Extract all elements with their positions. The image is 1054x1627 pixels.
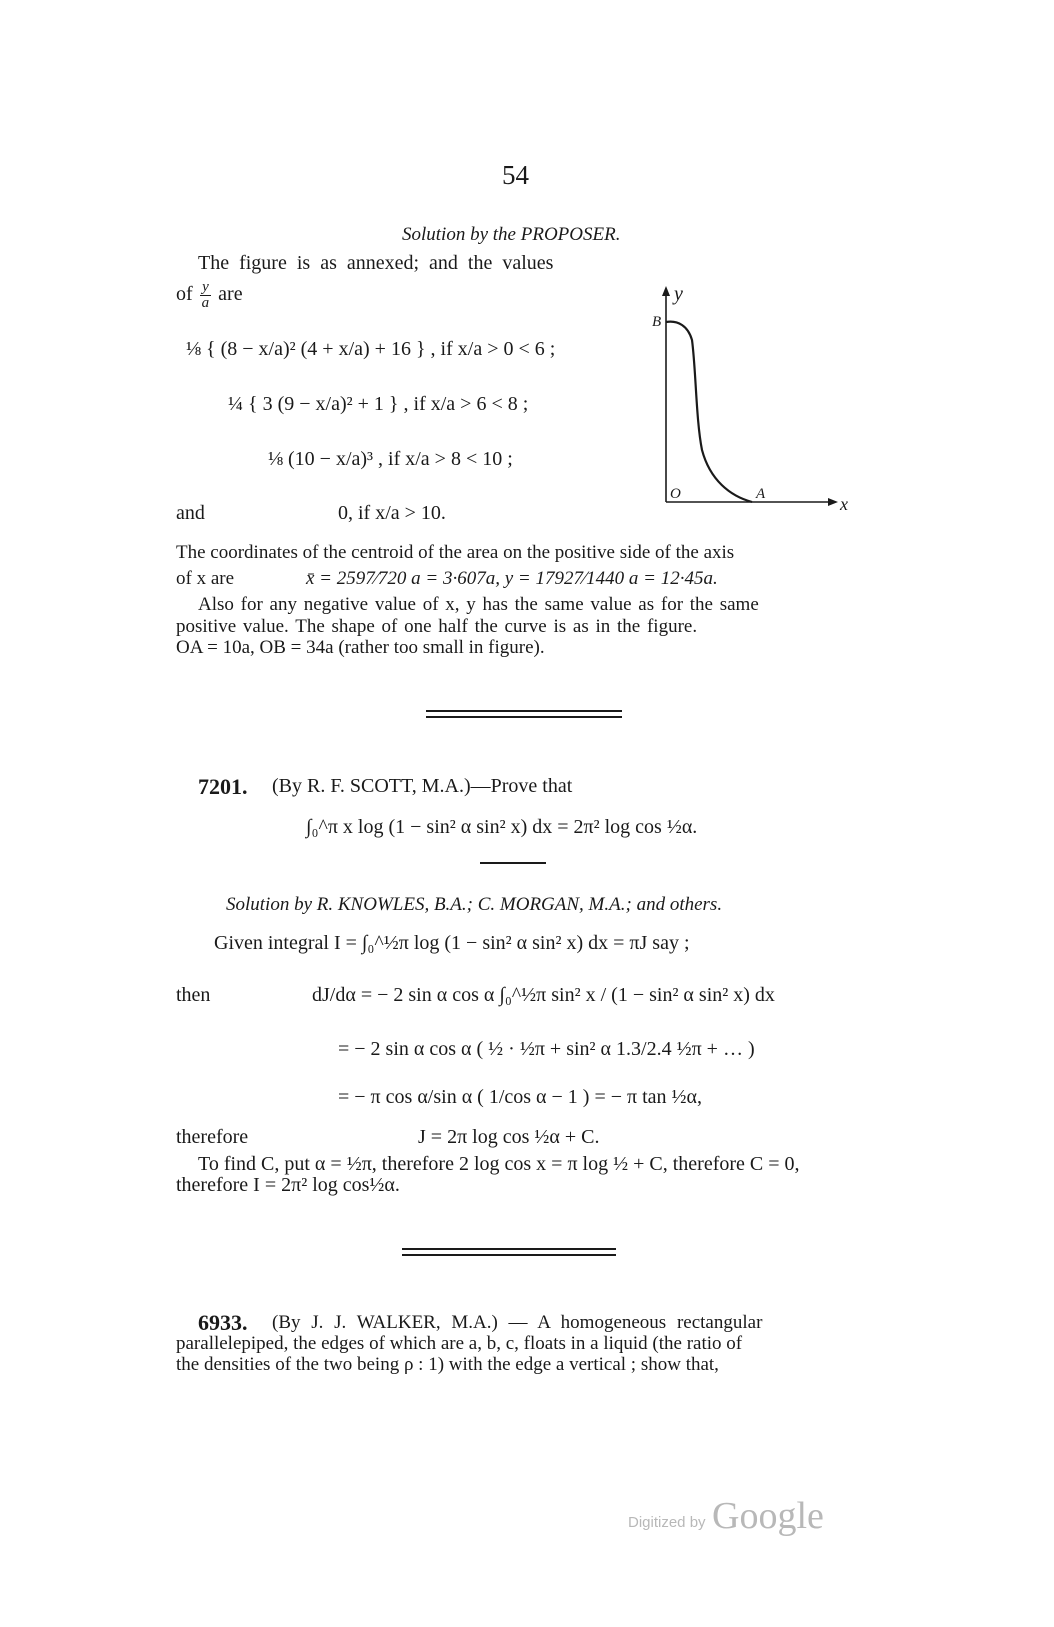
section-divider-2b [402,1254,616,1256]
curve-figure [650,280,860,520]
short-divider [480,862,546,864]
negative-para-2: positive value. The shape of one half the curve is as in the figure. [176,616,698,637]
to-find-line-1: To find C, put α = ½π, therefore 2 log cos x = π log ½ + C, therefore C = 0, [198,1153,800,1175]
negative-para-3: OA = 10a, OB = 34a (rather too small in figure). [176,637,545,658]
equation-2: ¼ { 3 (9 − x/a)² + 1 } , if x/a > 6 < 8 ; [228,393,529,415]
question-6933-number: 6933. [198,1310,248,1335]
centroid-line-2b: x̄ = 2597⁄720 a = 3·607a, y = 17927⁄1440 a = 12·45a. [306,568,718,589]
frac-denominator: a [201,295,210,311]
page-number: 54 [502,160,529,190]
question-7201-number: 7201. [198,774,248,799]
label-x: x [840,494,848,514]
given-integral: Given integral I = ∫₀^½π log (1 − sin² α sin² x) dx = πJ say ; [214,932,690,954]
negative-para-1: Also for any negative value of x, y has the same value as for the same [198,594,759,615]
result-J: J = 2π log cos ½α + C. [418,1126,600,1148]
intro-line-2 [176,280,243,311]
equation-4: 0, if x/a > 10. [338,502,446,524]
therefore-label: therefore [176,1126,249,1148]
question-6933-line-3: the densities of the two being ρ : 1) with the edge a vertical ; show that, [176,1354,719,1375]
watermark-google: Google [712,1495,824,1537]
curve [666,322,752,502]
watermark-digitized: Digitized by [628,1514,706,1531]
question-6933-line-2: parallelepiped, the edges of which are a, b, c, floats in a liquid (the ratio of [176,1333,743,1354]
section-divider-2a [402,1248,616,1250]
to-find-line-2: therefore I = 2π² log cos½α. [176,1174,400,1196]
equation-3: ⅛ (10 − x/a)³ , if x/a > 8 < 10 ; [268,448,513,470]
intro2-of: of [176,283,193,306]
solution-7201-header: Solution by R. KNOWLES, B.A.; C. MORGAN, M.A.; and others. [226,894,723,915]
section-divider-1b [426,716,622,718]
question-6933-line-1: (By J. J. WALKER, M.A.) — A homogeneous rectangular [272,1312,763,1333]
label-B: B [652,314,662,330]
centroid-line-2a: of x are [176,568,235,589]
x-axis-arrow [828,498,838,506]
and-label: and [176,502,205,524]
derivative-line-1: dJ/dα = − 2 sin α cos α ∫₀^½π sin² x / (1 − sin² α sin² x) dx [312,984,775,1006]
frac-numerator: y [200,280,212,296]
label-O: O [670,486,681,502]
solution-header: Solution by the PROPOSER. [402,224,621,245]
y-over-a-fraction [200,280,212,311]
label-A: A [756,486,766,502]
section-divider-1a [426,710,622,712]
then-label: then [176,984,211,1006]
equation-1: ⅛ { (8 − x/a)² (4 + x/a) + 16 } , if x/a > 0 < 6 ; [186,338,556,360]
centroid-line-1: The coordinates of the centroid of the area on the positive side of the axis [176,542,735,563]
derivative-line-2: = − 2 sin α cos α ( ½ · ½π + sin² α 1.3/2.4 ½π + … ) [338,1038,755,1060]
derivative-line-3: = − π cos α/sin α ( 1/cos α − 1 ) = − π tan ½α, [338,1086,703,1108]
question-7201-text: (By R. F. SCOTT, M.A.)—Prove that [272,775,573,797]
intro2-are: are [218,283,243,306]
label-y: y [674,283,683,305]
intro-line: The figure is as annexed; and the values [198,252,554,274]
question-7201-equation: ∫₀^π x log (1 − sin² α sin² x) dx = 2π² log cos ½α. [306,816,698,838]
y-axis-arrow [662,286,670,296]
